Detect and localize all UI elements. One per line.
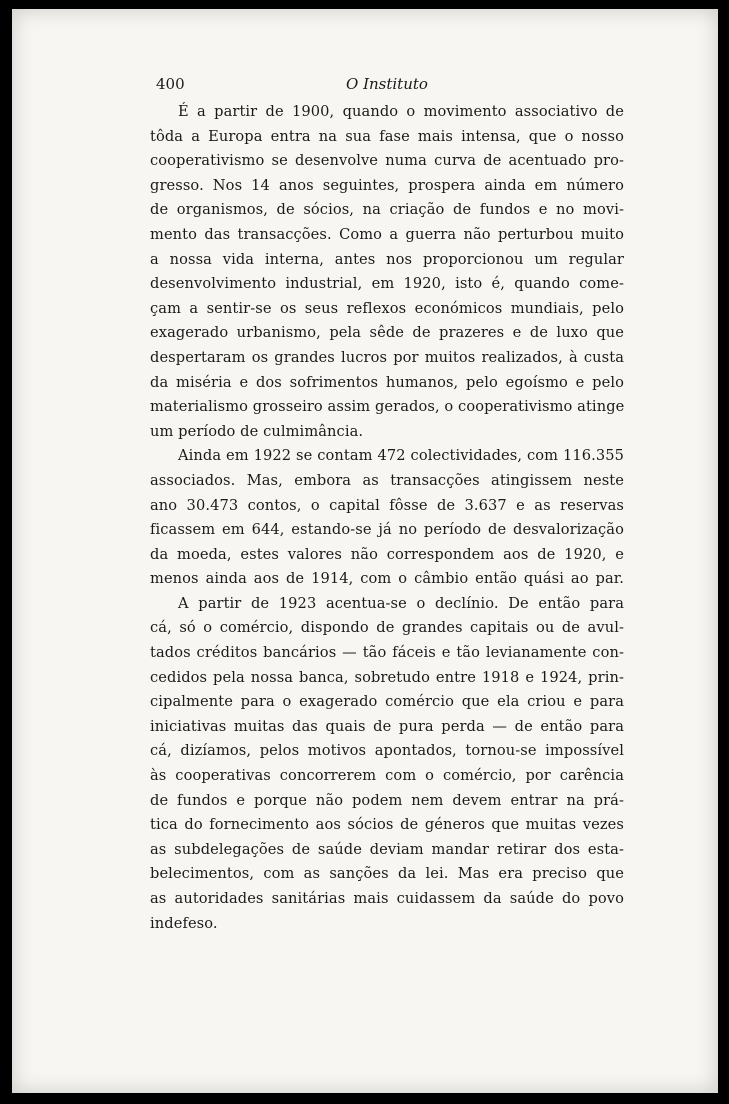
text-line: É a partir de 1900, quando o movimento associativo de [178, 103, 624, 120]
text-line: de organismos, de sócios, na criação de fundos e no movi- [150, 201, 624, 219]
text-line: de fundos e porque não podem nem devem entrar na prá- [150, 791, 624, 809]
running-title: O Instituto [346, 75, 428, 93]
page-header [156, 75, 636, 97]
text-line: exagerado urbanismo, pela sêde de prazeres e de luxo que [150, 324, 624, 342]
text-line: ficassem em 644, estando-se já no período de desvalorização [150, 521, 624, 539]
text-line: a nossa vida interna, antes nos proporcionou um regular [150, 250, 624, 268]
text-line: cedidos pela nossa banca, sobretudo entre 1918 e 1924, prin- [150, 668, 624, 686]
text-line: belecimentos, com as sanções da lei. Mas era preciso que [150, 865, 624, 883]
text-line: associados. Mas, embora as transacções atingissem neste [150, 471, 624, 489]
text-line: mento das transacções. Como a guerra não perturbou muito [150, 225, 624, 243]
text-line: despertaram os grandes lucros por muitos realizados, à custa [150, 348, 624, 366]
text-line: çam a sentir-se os seus reflexos económicos mundiais, pelo [150, 299, 624, 317]
text-line: às cooperativas concorrerem com o comércio, por carência [150, 767, 624, 785]
text-line: cipalmente para o exagerado comércio que ela criou e para [150, 693, 624, 711]
text-line: cooperativismo se desenvolve numa curva de acentuado pro- [150, 152, 624, 170]
text-line: tôda a Europa entra na sua fase mais intensa, que o nosso [150, 127, 624, 145]
text-line: as subdelegações de saúde deviam mandar retirar dos esta- [150, 840, 624, 858]
text-line: gresso. Nos 14 anos seguintes, prospera ainda em número [150, 176, 624, 194]
page-number: 400 [156, 75, 185, 93]
text-line: iniciativas muitas das quais de pura perda — de então para [150, 717, 624, 735]
body-text [150, 100, 624, 936]
text-line: indefeso. [150, 914, 218, 932]
text-line: um período de culmimância. [150, 422, 364, 440]
text-line: da moeda, estes valores não correspondem aos de 1920, e [150, 545, 624, 563]
text-line: da miséria e dos sofrimentos humanos, pelo egoísmo e pelo [150, 373, 624, 391]
text-line: desenvolvimento industrial, em 1920, isto é, quando come- [150, 275, 624, 293]
text-line: Ainda em 1922 se contam 472 colectividades, com 116.355 [178, 447, 624, 465]
text-line: as autoridades sanitárias mais cuidassem da saúde do povo [150, 890, 624, 907]
text-line: cá, dizíamos, pelos motivos apontados, tornou-se impossível [150, 742, 624, 760]
text-line: tados créditos bancários — tão fáceis e tão levianamente con- [150, 644, 624, 662]
text-line: A partir de 1923 acentua-se o declínio. De então para [178, 594, 624, 612]
text-line: ano 30.473 contos, o capital fôsse de 3.637 e as reservas [150, 496, 624, 514]
text-line: cá, só o comércio, dispondo de grandes capitais ou de avul- [150, 619, 624, 637]
text-line: menos ainda aos de 1914, com o câmbio então quási ao par. [150, 570, 624, 588]
text-line: materialismo grosseiro assim gerados, o cooperativismo atinge [150, 398, 625, 416]
text-line: tica do fornecimento aos sócios de géneros que muitas vezes [150, 816, 624, 834]
